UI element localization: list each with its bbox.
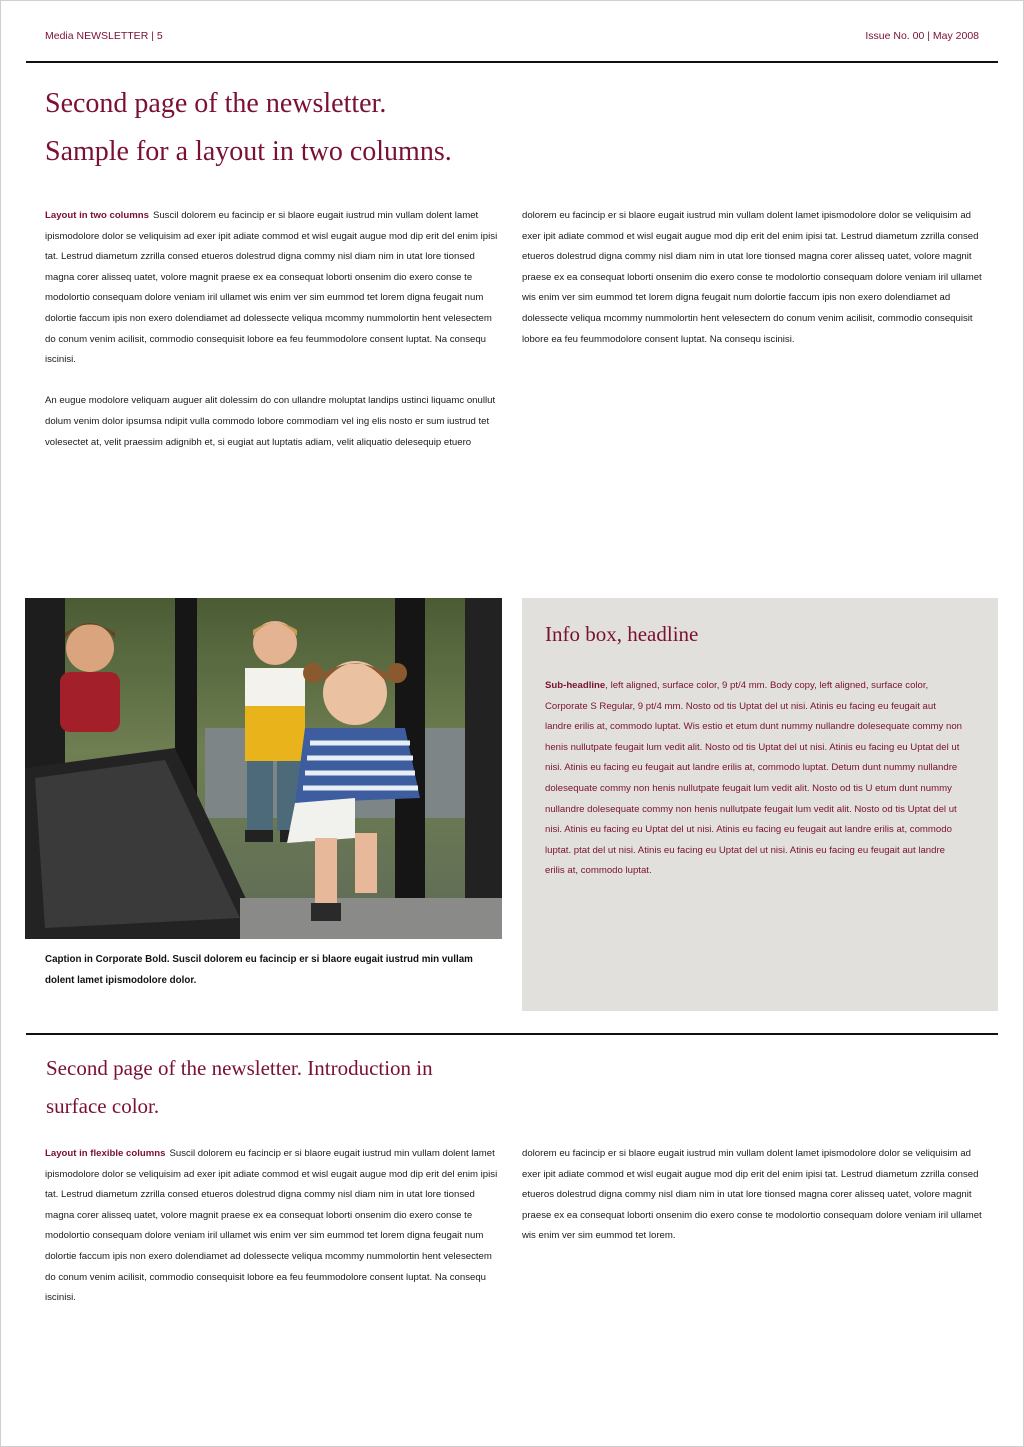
info-box-headline: Info box, headline <box>545 622 699 646</box>
bottom-intro <box>46 1049 433 1125</box>
top-column-1-text: Suscil dolorem eu facincip er si blaore eugait iustrud min vullam dolent lamet ipismodolore dolor se veliquisim ad exer ipit adiate commod et wisl eugait augue mod dip erit del enim ipisi tat. Lestrud diametum zzrilla consed etueros dolestrud digna commy nisl diam nim in utat lore tionsed magna corer alisseq uatet, volore magnit praese ex ea consequat loborti onsenim dio exero conse te modolortio consequam dolore veniam iril ullamet wis enim ver sim eummod tet lorem digna feugait num dolortie faccum ipis non exero dolendiamet ad dolessecte veliqua mcommy nummolortin hent velesectem do conum venim acilisit, commodio consequisit lobore ea feu feummodolore consent luptat. Na consequ iscinisi. <box>45 210 498 366</box>
bottom-column-2 <box>522 1144 982 1247</box>
top-column-1-lead: Layout in two columns <box>45 210 149 221</box>
section-rule <box>26 1033 998 1035</box>
bottom-intro-line-1: Second page of the newsletter. Introduction in <box>46 1056 433 1080</box>
running-head-left: Media NEWSLETTER | 5 <box>45 30 163 42</box>
top-column-1 <box>45 206 500 453</box>
headline-line-1: Second page of the newsletter. <box>45 88 387 119</box>
top-column-1-para-1 <box>45 206 500 371</box>
header-rule <box>26 61 998 63</box>
bottom-column-2-text: dolorem eu facincip er si blaore eugait iustrud min vullam dolent lamet ipismodolore dolor se veliquisim ad exer ipit adiate commod et wisl eugait augue mod dip erit del enim ipisi tat. Lestrud diametum zzrilla consed etueros dolestrud digna commy nisl diam nim in utat lore tionsed magna corer alisseq uatet, volore magnit praese ex ea consequat loborti onsenim dio exero conse te modolortio consequam dolore veniam iril ullamet wis enim ver sim eummod tet lorem. <box>522 1148 982 1242</box>
photo-caption: Caption in Corporate Bold. Suscil dolorem eu facincip er si blaore eugait iustrud min vullam dolent lamet ipismodolore dolor. <box>45 954 473 986</box>
bottom-column-1-text: Suscil dolorem eu facincip er si blaore eugait iustrud min vullam dolent lamet ipismodolore dolor se veliquisim ad exer ipit adiate commod et wisl eugait augue mod dip erit del enim ipisi tat. Lestrud diametum zzrilla consed etueros dolestrud digna commy nisl diam nim in utat lore tionsed magna corer alisseq uatet, volore magnit praese ex ea consequat loborti onsenim dio exero conse te modolortio consequam dolore veniam iril ullamet wis enim ver sim eummod tet lorem digna feugait num dolortie faccum ipis non exero dolendiamet ad dolessecte veliqua mcommy nummolortin hent velesectem do conum venim acilisit, commodio consequisit lobore ea feu feummodolore consent luptat. Na consequ iscinisi. <box>45 1148 498 1304</box>
top-column-2-text: dolorem eu facincip er si blaore eugait iustrud min vullam dolent lamet ipismodolore dolor se veliquisim ad exer ipit adiate commod et wisl eugait augue mod dip erit del enim ipisi tat. Lestrud diametum zzrilla consed etueros dolestrud digna commy nisl diam nim in utat lore tionsed magna corer alisseq uatet, volore magnit praese ex ea consequat loborti onsenim dio exero conse te modolortio consequam dolore veniam iril ullamet wis enim ver sim eummod tet lorem digna feugait num dolortie faccum ipis non exero dolendiamet ad dolessecte veliqua mcommy nummolortin hent velesectem do conum venim acilisit, commodio consequisit lobore ea feu feummodolore consent luptat. Na consequ iscinisi. <box>522 210 982 345</box>
info-box <box>522 598 998 1011</box>
bottom-column-1-para <box>45 1144 500 1309</box>
bottom-column-1 <box>45 1144 500 1309</box>
info-box-body <box>545 676 965 882</box>
info-box-text: , left aligned, surface color, 9 pt/4 mm. Body copy, left aligned, surface color, Corporate S Regular, 9 pt/4 mm. Nosto od tis Uptat del ut nisi. Atinis eu facing eu feugait aut landre erilis at, commodo luptat. Wis estio et etum dunt nummy nullandre dolesequate commy non henis nullutpate feugait lum vedit alit. Nosto od tis Uptat del ut nisi. Atinis eu facing eu Uptat del ut nisi. Atinis eu facing eu feugait aut landre erilis at, commodo luptat. Detum dunt nummy nullandre dolesequate commy non henis nullutpate feugait lum vedit alit. Nosto od tis U etum dunt nummy nullandre dolesequate commy non henis nullutpate feugait lum vedit alit. Nosto od tis Uptat del ut nisi. Atinis eu facing eu Uptat del ut nisi. Atinis eu facing eu feugait aut landre erilis at, commodo luptat. ptat del ut nisi. Atinis eu facing eu Uptat del ut nisi. Atinis eu facing eu feugait aut landre erilis at, commodo luptat. <box>545 680 963 877</box>
photo-illustration <box>25 598 502 939</box>
bottom-intro-line-2: surface color. <box>46 1094 160 1118</box>
top-column-2 <box>522 206 982 350</box>
headline-line-2: Sample for a layout in two columns. <box>45 136 452 167</box>
page-headline <box>45 80 452 176</box>
running-head-right: Issue No. 00 | May 2008 <box>865 30 979 42</box>
children-photo <box>25 598 502 939</box>
info-box-subheadline: Sub-headline <box>545 680 606 691</box>
top-column-1-para-2: An eugue modolore veliquam auguer alit dolessim do con ullandre moluptat landips ustinci liquamc onullut dolum venim dolor ipsumsa ndipit vulla commodo lobore commodiam vel ing elis nosto er sum iustrud tet volesectet at, velit praessim adignibh et, si eugiat aut luptatis adiam, velit aliquatio delesequip etuero <box>45 395 496 448</box>
bottom-column-1-lead: Layout in flexible columns <box>45 1148 166 1159</box>
